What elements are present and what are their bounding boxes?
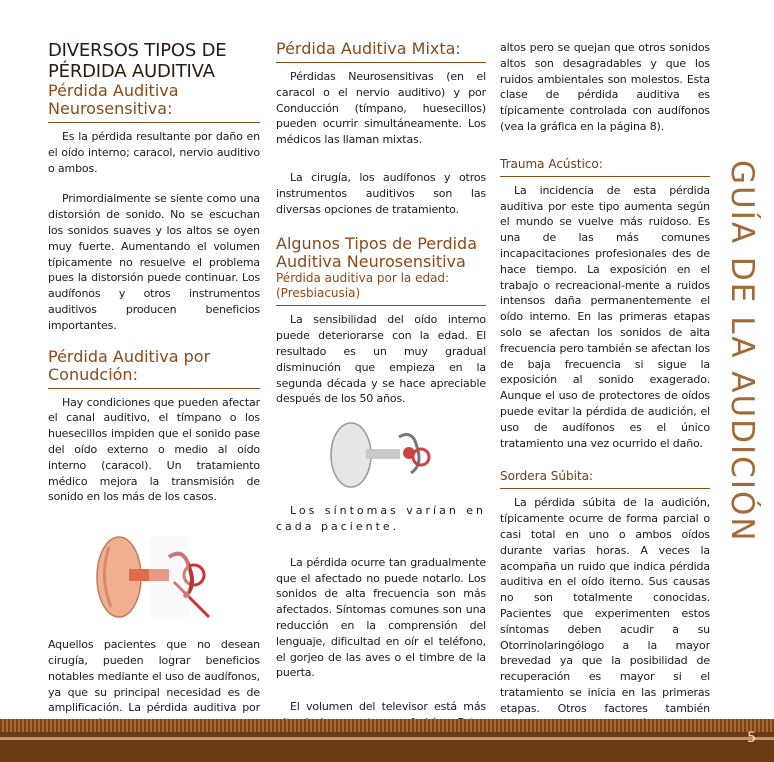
page-number: 5	[747, 730, 756, 746]
heading-tipos-neurosensitiva: Algunos Tipos de Perdida Auditiva Neurosensitiva	[276, 234, 477, 272]
paragraph-presbiacusia-progression: La pérdida ocurre tan gradualmente que el afectado no puede notarlo. Los sonidos de alta frecuencia son más afectados. Síntomas comunes son una reducción en la comprensión del lenguaje, dificultad en oír el teléfono, el gorjeo de las aves o el timbre de la puerta.	[276, 555, 486, 680]
paragraph-neuro-symptoms: Primordialmente se siente como una distorsión de sonido. No se escuchan los sonidos suaves y los altos se oyen muy fuerte. Aumentando el volumen típicamente no resuelve el problema pues la distorsión puede continuar. Los audífonos y otros instrumentos auditivos producen beneficios importantes.	[48, 192, 260, 332]
heading-underline	[48, 122, 260, 123]
paragraph-trauma-acustico: La incidencia de esta pérdida auditiva por este tipo aumenta según el mundo se vuelve más ruidoso. Es una de las más comunes incapacitaciones profesionales des de hace tiempo. La exposición en el trabajo o recreacional-mente a ruidos intensos daña permanentemente el oído interno. En las primeras etapas solo se afectan los sonidos de alta frecuencia pero también se afectan los de baja frecuencia si sigue la exposición al sonido exagerado. Aunque el uso de protectores de oídos puede evitar la pérdida de audición, el uso de audífonos es el único tratamiento una vez ocurrido el daño.	[500, 183, 710, 450]
side-title: GUÍA DE LA AUDICIÓN	[724, 160, 760, 543]
heading-neurosensitiva: Pérdida Auditiva Neurosensitiva:	[48, 81, 179, 118]
column-1	[48, 40, 260, 748]
paragraph-conduccion-treatment: Aquellos pacientes que no desean cirugía, pueden lograr beneficios notables mediante el uso de audífonos, ya que su principal necesidad es de amplificación. La pérdida auditiva por	[48, 638, 260, 715]
page-title	[48, 40, 260, 82]
heading-underline	[500, 176, 710, 177]
heading-underline	[500, 488, 710, 489]
paragraph-sintomas: Los síntomas varían en cada paciente.	[276, 504, 486, 533]
paragraph-mixta-treatment: La cirugía, los audífonos y otros instrumentos auditivos son las diversas opciones de tratamiento.	[276, 170, 486, 216]
heading-trauma-acustico: Trauma Acústico:	[500, 156, 603, 171]
heading-sordera-subita: Sordera Súbita:	[500, 469, 594, 484]
footer-stripe	[0, 737, 774, 740]
paragraph-conduccion: Hay condiciones que pueden afectar el canal auditivo, el tímpano o los huesecillos impiden que el sonido pase del oído externo o medio al oído interno (caracol). Un tratamiento médico mejora la transmisión de sonido en los más de los casos.	[48, 395, 260, 504]
paragraph-television: El volumen del televisor está más	[290, 700, 486, 714]
footer-pattern	[0, 719, 774, 732]
heading-underline	[276, 62, 486, 63]
heading-mixta: Pérdida Auditiva Mixta:	[276, 39, 461, 58]
heading-conduccion: Pérdida Auditiva por Conudción:	[48, 346, 211, 384]
paragraph-neuro-definition: Es la pérdida resultante por daño en el oído interno; caracol, nervio auditivo o ambos.	[48, 130, 260, 175]
ear-anatomy-illustration	[89, 527, 219, 627]
paragraph-sordera-subita: La pérdida súbita de la audición, típicamente ocurre de forma parcial o casi total en uno o ambos oídos durante varias horas. A veces la acompaña un ruido que indica pérdida auditiva en el oído iterno. Sus causas no son totalmente conocidas. Pacientes que experimenten estos síntomas deben acudir a su Otorrinolaringólogo a la mayor brevedad ya que la posibilidad de recuperación es mayor si el tratamiento se inicia en las primeras etapas. Otros factores también	[500, 496, 710, 715]
paragraph-presbiacusia: La sensibilidad del oído interno puede deteriorarse con la edad. El resultado es un muy gradual disminución que empieza en la segunda década y se hace apreciable después de los 50 años.	[276, 313, 486, 406]
heading-underline	[276, 305, 486, 306]
paragraph-mixta: Pérdidas Neurosensitivas (en el caracol o el nervio auditivo) y por Conducción (tímpano, huesecillos) pueden ocurrir simultáneamente. Los médicos las llaman mixtas.	[276, 70, 486, 147]
paragraph-continuation: altos pero se quejan que otros sonidos altos son desagradables y que los ruidos ambientales son molestos. Esta clase de pérdida auditiva es típicamente controlada con audífonos (vea la gráfica en la página 8).	[500, 41, 710, 133]
column-3	[500, 40, 710, 732]
heading-underline	[48, 388, 260, 389]
column-2	[276, 40, 486, 762]
page-footer	[0, 719, 774, 762]
page-title-line-1: DIVERSOS TIPOS DE	[48, 40, 227, 61]
subheading-presbiacusia: Pérdida auditiva por la edad: (Presbiacusia)	[276, 271, 450, 301]
inner-ear-illustration	[321, 415, 441, 495]
page-title-line-2: PÉRDIDA AUDITIVA	[48, 61, 215, 82]
